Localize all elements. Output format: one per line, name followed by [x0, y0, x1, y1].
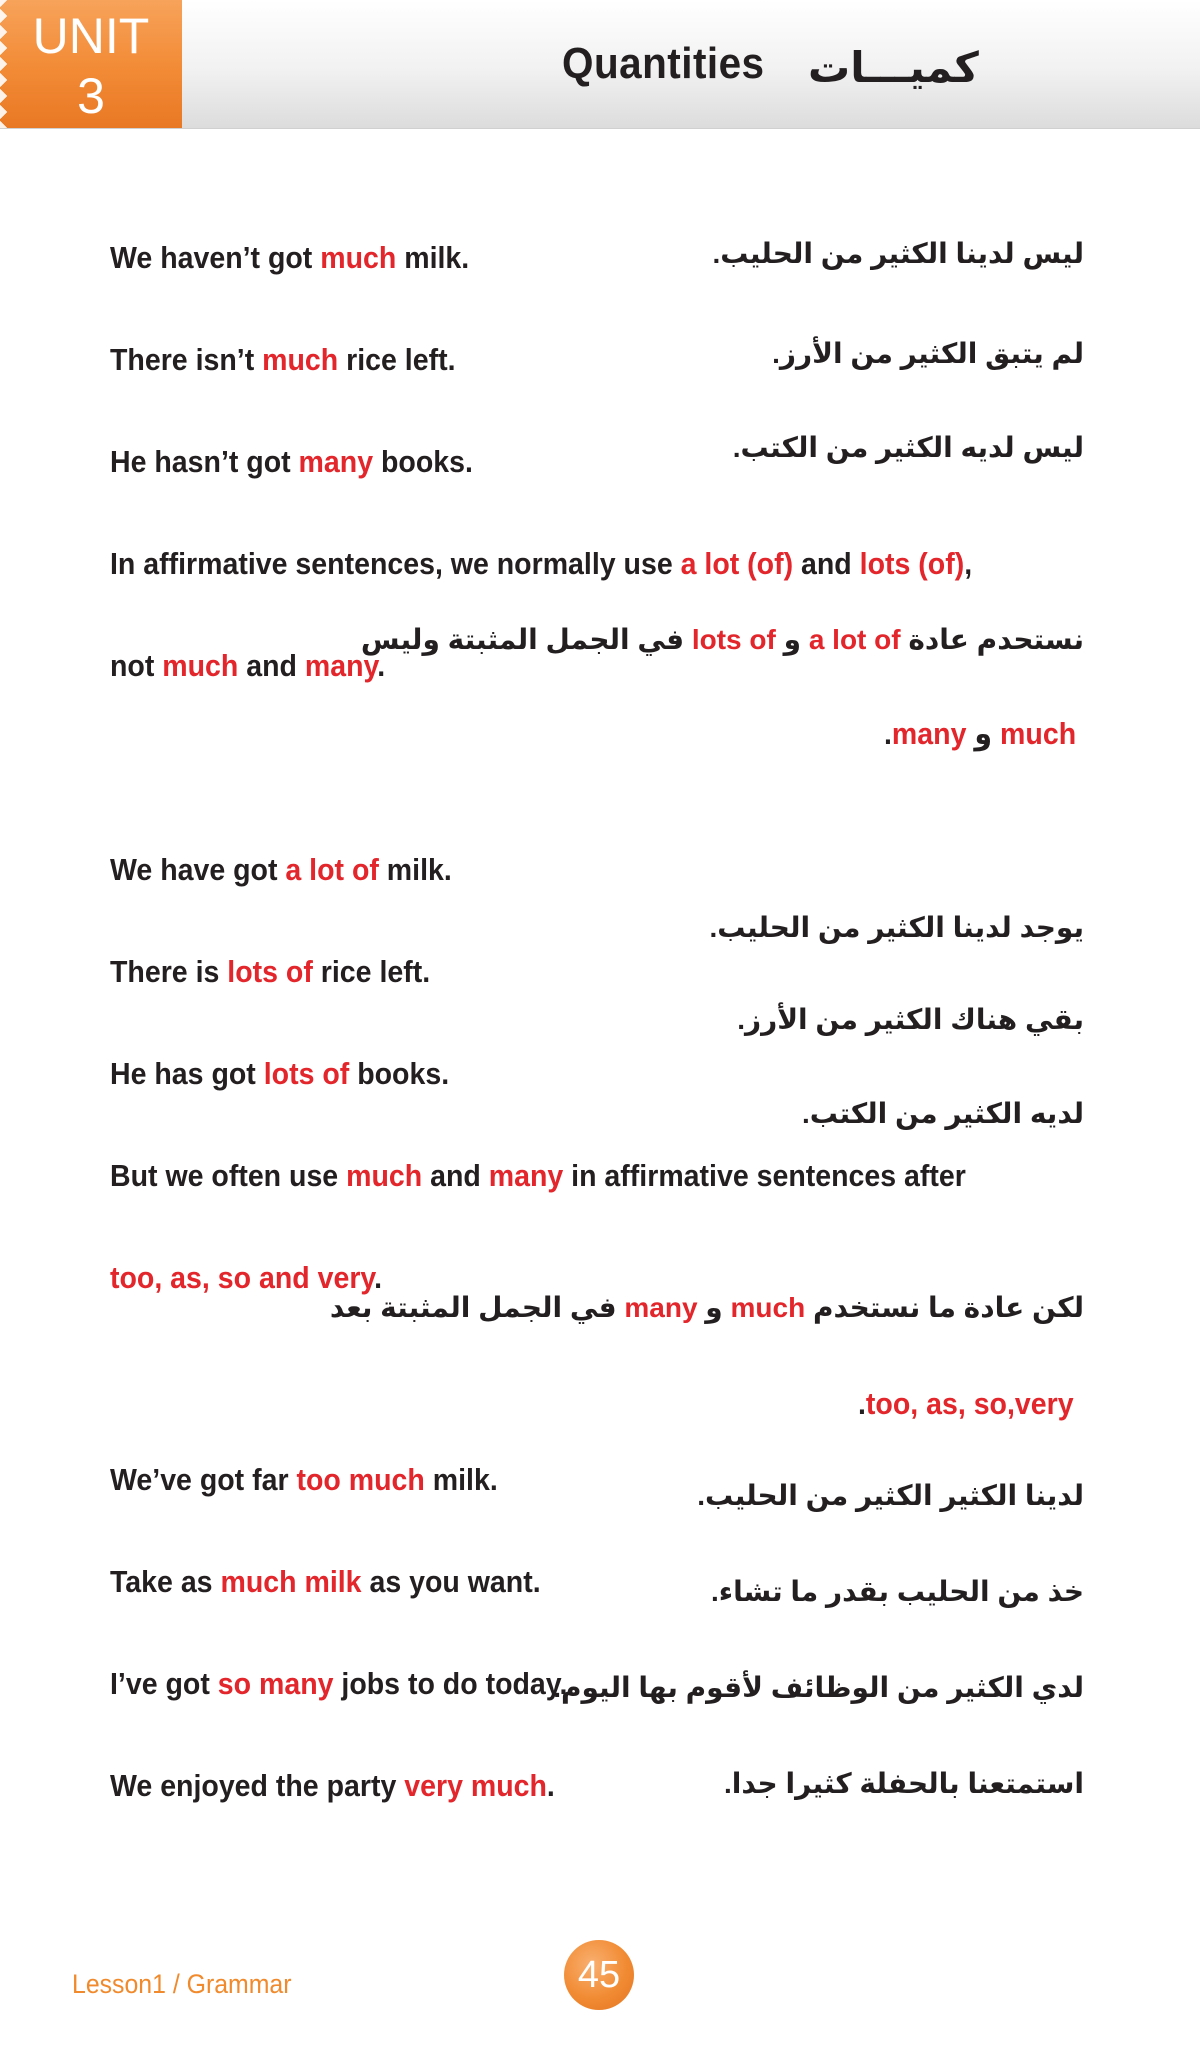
example-sentence-4: We have got a lot of milk. — [110, 852, 452, 887]
page-header — [0, 0, 1200, 129]
rule-sentence-3: But we often use much and many in affirmative sentences after — [110, 1158, 966, 1193]
example-sentence-7: We’ve got far too much milk. — [110, 1462, 498, 1497]
arabic-translation-5: بقي هناك الكثير من الأرز. — [737, 1004, 1084, 1035]
arabic-translation-2: لم يتبق الكثير من الأرز. — [772, 338, 1084, 369]
arabic-translation-3: ليس لديه الكثير من الكتب. — [732, 432, 1084, 463]
unit-number: 3 — [77, 68, 105, 124]
page-title-english: Quantities — [562, 39, 765, 88]
example-sentence-10: We enjoyed the party very much. — [110, 1768, 555, 1803]
arabic-translation-7: لدينا الكثير الكثير من الحليب. — [697, 1480, 1084, 1511]
example-sentence-5: There is lots of rice left. — [110, 954, 431, 989]
example-sentence-8: Take as much milk as you want. — [110, 1564, 541, 1599]
page-number: 45 — [564, 1940, 634, 2010]
lesson-label: Lesson1 / Grammar — [72, 1969, 292, 1999]
arabic-translation-9: لدي الكثير من الوظائف لأقوم بها اليوم. — [553, 1672, 1084, 1703]
rule-arabic-2: لكن عادة ما نستخدم much و many في الجمل المثبتة بعد — [329, 1292, 1084, 1323]
example-sentence-3: He hasn’t got many books. — [110, 444, 473, 479]
unit-label: UNIT — [32, 8, 150, 64]
rule-sentence-4: too, as, so and very. — [110, 1260, 383, 1295]
rule-sentence-1: In affirmative sentences, we normally use a lot (of) and lots (of), — [110, 546, 973, 581]
example-sentence-2: There isn’t much rice left. — [110, 342, 456, 377]
rule-arabic-1: نستحدم عادة a lot of و lots of في الجمل المثبتة وليس — [360, 624, 1084, 655]
example-sentence-6: He has got lots of books. — [110, 1056, 450, 1091]
arabic-translation-10: استمتعنا بالحفلة كثيرا جدا. — [723, 1768, 1084, 1799]
rule-arabic-1-continued: .many و much — [884, 716, 1077, 751]
arabic-translation-4: يوجد لدينا الكثير من الحليب. — [709, 912, 1084, 943]
unit-badge — [0, 0, 182, 128]
rule-sentence-2: not much and many. — [110, 648, 386, 683]
page-title-arabic: كميـــات — [808, 44, 979, 91]
example-sentence-9: I’ve got so many jobs to do today. — [110, 1666, 568, 1701]
example-sentence-1: We haven’t got much milk. — [110, 240, 470, 275]
rule-arabic-2-continued: .too, as, so,very — [858, 1386, 1074, 1421]
arabic-translation-8: خذ من الحليب بقدر ما تشاء. — [711, 1576, 1084, 1607]
arabic-translation-6: لديه الكثير من الكتب. — [802, 1098, 1084, 1129]
arabic-translation-1: ليس لدينا الكثير من الحليب. — [712, 238, 1084, 269]
